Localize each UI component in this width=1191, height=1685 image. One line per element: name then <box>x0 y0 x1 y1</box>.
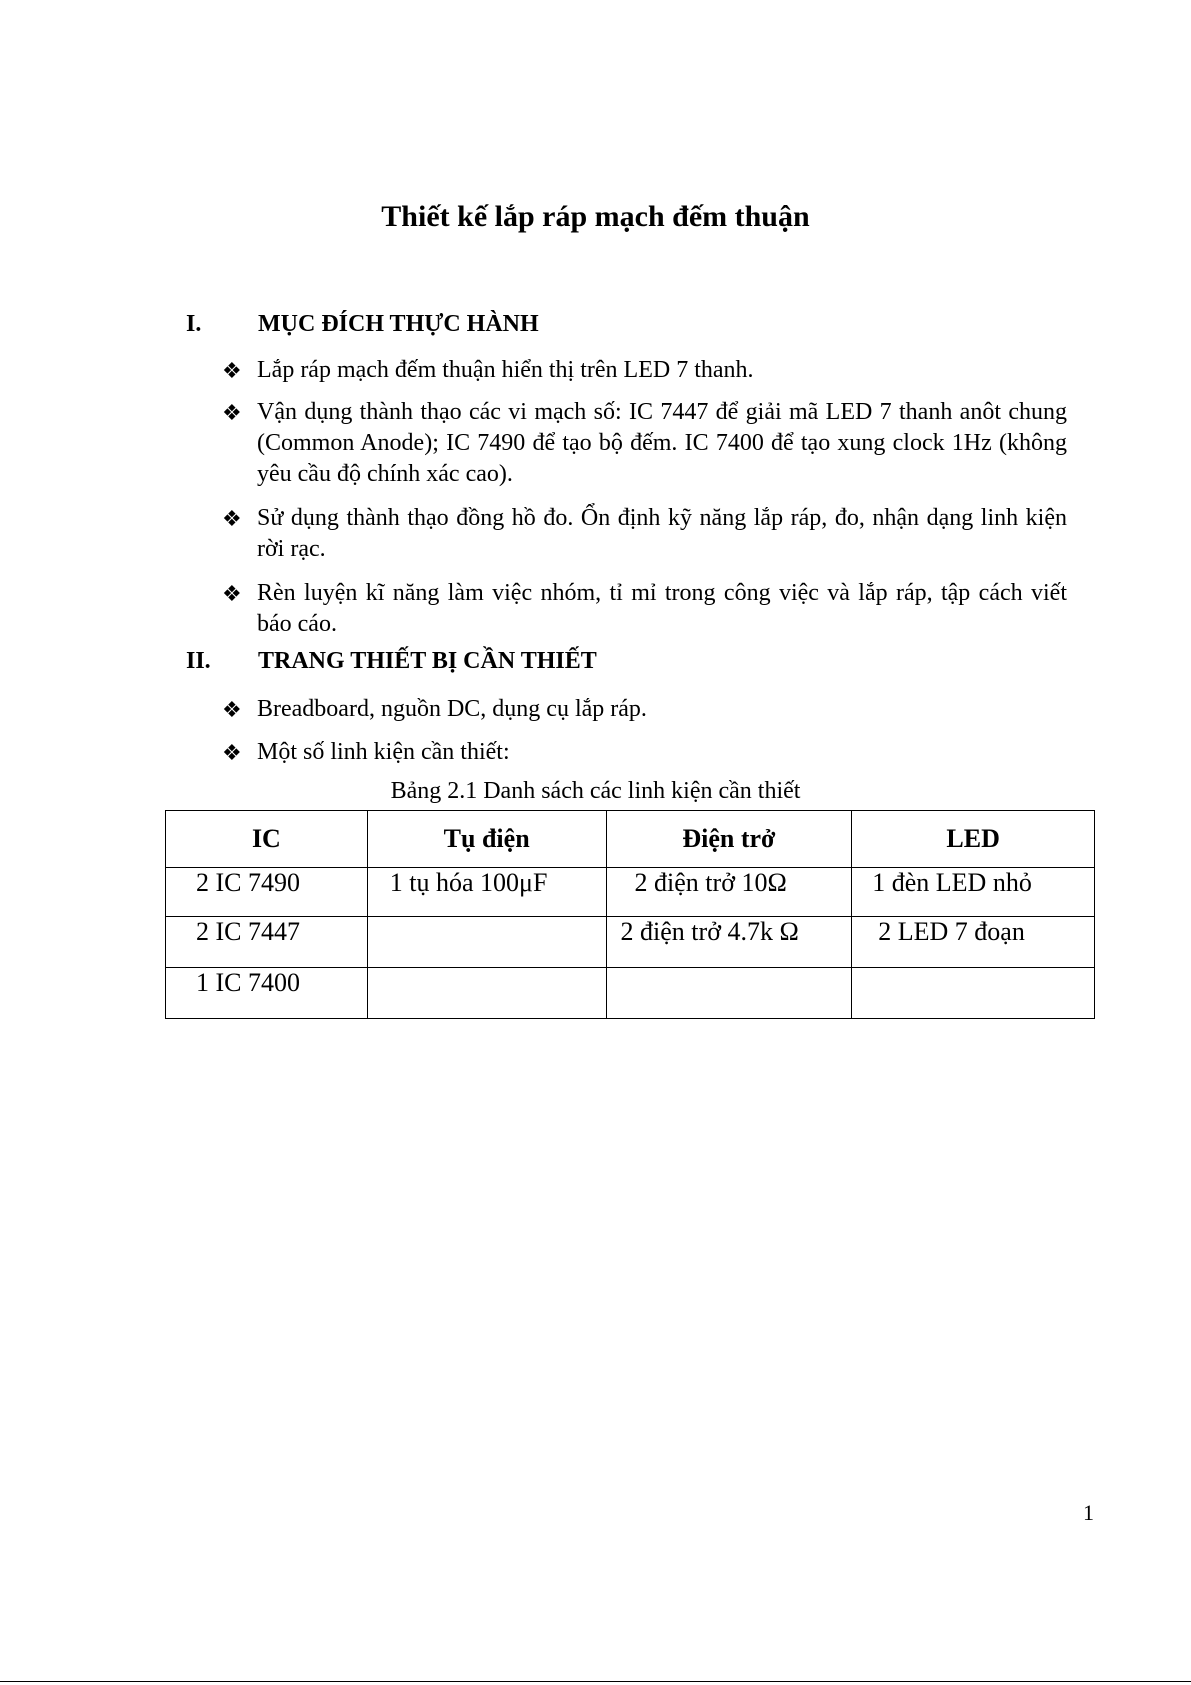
table-cell <box>606 968 852 1019</box>
table-row <box>166 868 1095 917</box>
table-cell <box>367 917 606 968</box>
table-cell: 1 IC 7400 <box>166 968 368 1019</box>
table-header-row <box>166 811 1095 868</box>
column-header: LED <box>852 811 1095 868</box>
table-cell: 2 IC 7447 <box>166 917 368 968</box>
section-heading-2 <box>186 648 597 675</box>
list-item <box>222 503 1072 565</box>
components-table <box>165 810 1095 1019</box>
table-cell: 2 điện trở 10Ω <box>606 868 852 917</box>
table-caption: Bảng 2.1 Danh sách các linh kiện cần thiết <box>390 778 801 804</box>
list-item-text: Sử dụng thành thạo đồng hồ đo. Ổn định kỹ năng lắp ráp, đo, nhận dạng linh kiện rời rạc. <box>257 505 1067 562</box>
table-cell: 2 IC 7490 <box>166 868 368 917</box>
diamond-bullet-icon: ❖ <box>222 400 242 425</box>
table-cell: 2 LED 7 đoạn <box>852 917 1095 968</box>
list-item <box>222 397 1072 490</box>
list-item-text: Breadboard, nguồn DC, dụng cụ lắp ráp. <box>257 696 647 722</box>
page-bottom-rule <box>0 1681 1191 1682</box>
list-item-text: Vận dụng thành thạo các vi mạch số: IC 7447 để giải mã LED 7 thanh anôt chung (Common Anode); IC 7490 để tạo bộ đếm. IC 7400 để tạo xung clock 1Hz (không yêu cầu độ chính xác cao). <box>257 399 1067 487</box>
table-row <box>166 917 1095 968</box>
list-item-text: Một số linh kiện cần thiết: <box>257 739 510 765</box>
section-title: MỤC ĐÍCH THỰC HÀNH <box>258 311 539 337</box>
diamond-bullet-icon: ❖ <box>222 506 242 531</box>
column-header: IC <box>166 811 368 868</box>
table-cell: 1 đèn LED nhỏ <box>852 868 1095 917</box>
table-cell <box>852 968 1095 1019</box>
list-item-text: Rèn luyện kĩ năng làm việc nhóm, tỉ mỉ trong công việc và lắp ráp, tập cách viết báo cáo. <box>257 580 1067 637</box>
page-number: 1 <box>1083 1500 1094 1525</box>
section-heading-1 <box>186 311 539 338</box>
column-header: Điện trở <box>606 811 852 868</box>
list-item <box>222 355 1072 386</box>
diamond-bullet-icon: ❖ <box>222 358 242 383</box>
diamond-bullet-icon: ❖ <box>222 740 242 765</box>
list-item <box>222 578 1072 640</box>
diamond-bullet-icon: ❖ <box>222 581 242 606</box>
column-header: Tụ điện <box>367 811 606 868</box>
list-item-text: Lắp ráp mạch đếm thuận hiển thị trên LED 7 thanh. <box>257 357 754 383</box>
table-cell <box>367 968 606 1019</box>
section-title: TRANG THIẾT BỊ CẦN THIẾT <box>258 648 597 674</box>
page-title: Thiết kế lắp ráp mạch đếm thuận <box>381 200 810 233</box>
diamond-bullet-icon: ❖ <box>222 697 242 722</box>
list-item <box>222 694 1072 725</box>
section-number: I. <box>186 311 202 337</box>
section-number: II. <box>186 648 211 674</box>
table-cell: 2 điện trở 4.7k Ω <box>606 917 852 968</box>
list-item <box>222 737 1072 768</box>
table-row <box>166 968 1095 1019</box>
table-cell: 1 tụ hóa 100μF <box>367 868 606 917</box>
